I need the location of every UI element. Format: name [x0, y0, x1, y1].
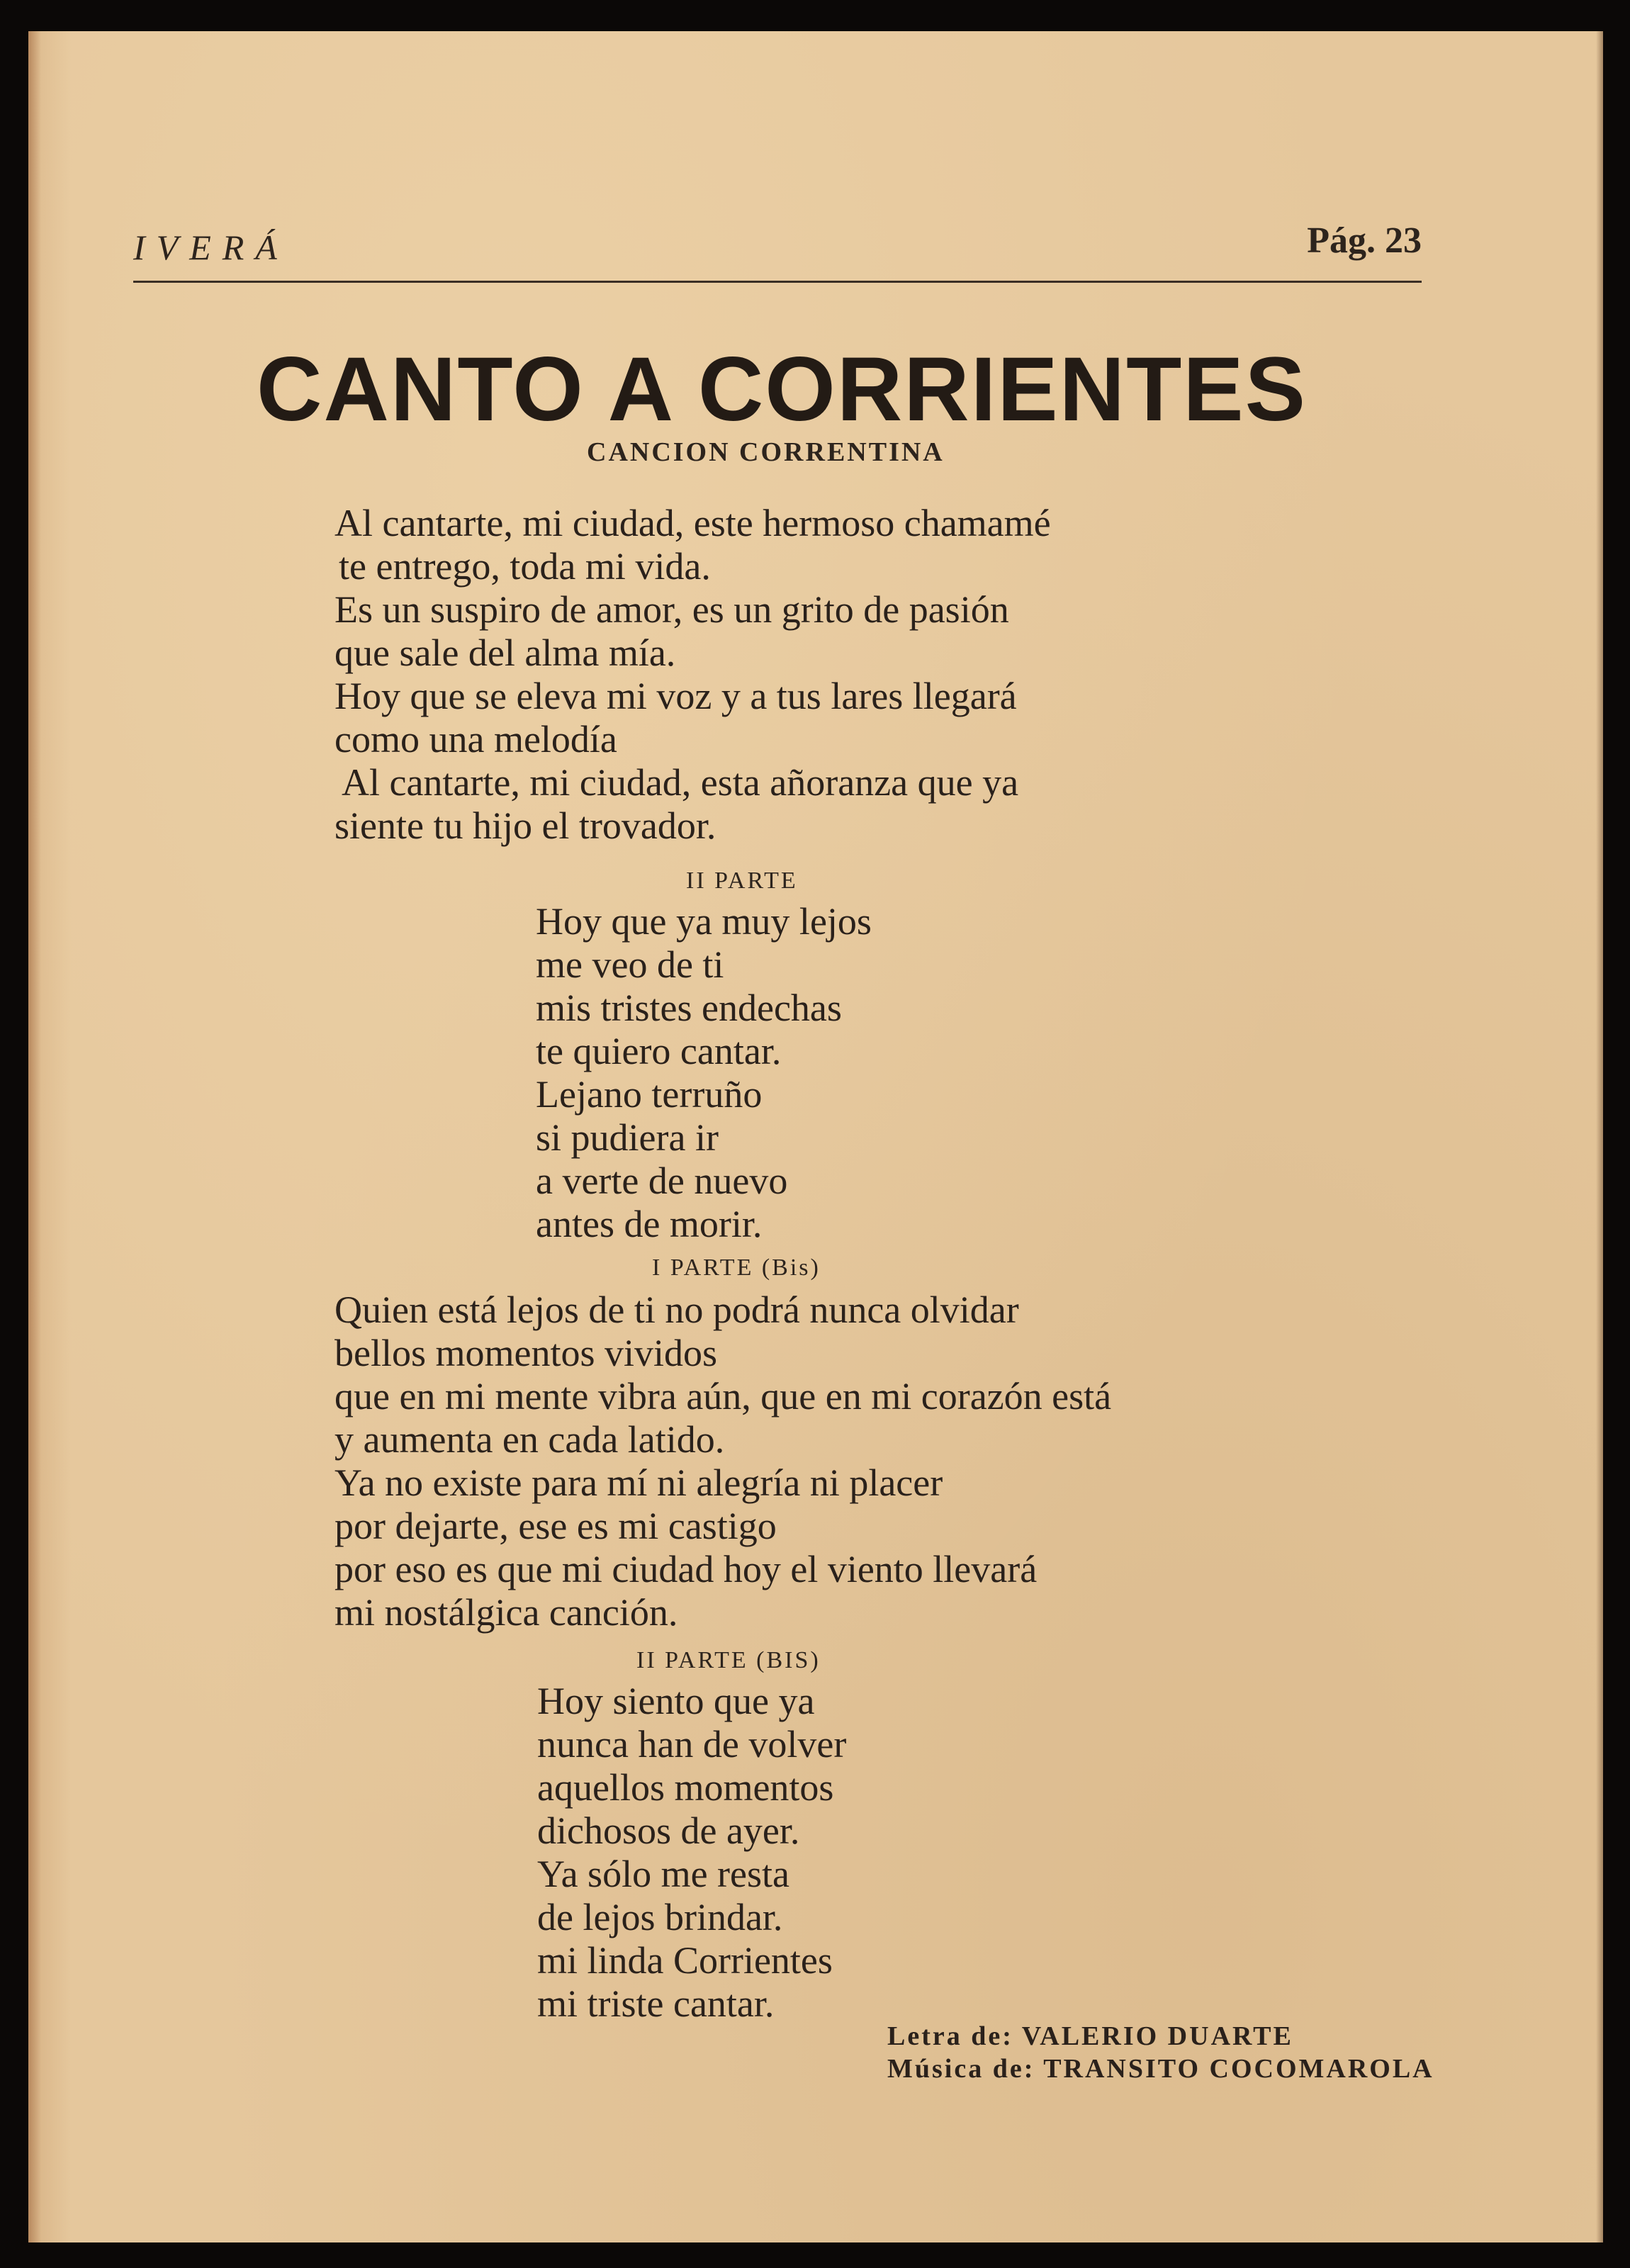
verse-part2-bis	[537, 1680, 846, 2026]
music-author: TRANSITO COCOMAROLA	[1043, 2054, 1434, 2084]
verse-line: que sale del alma mía.	[335, 631, 676, 674]
header-rule	[133, 281, 1422, 283]
verse-line: Lejano terruño	[536, 1073, 763, 1116]
verse-line: que en mi mente vibra aún, que en mi corazón está	[335, 1375, 1112, 1418]
section-heading-part2-bis: II PARTE (BIS)	[636, 1647, 821, 1673]
verse-line: mi triste cantar.	[537, 1982, 775, 2025]
verse-line: mis tristes endechas	[536, 987, 842, 1029]
verse-line: Ya sólo me resta	[537, 1853, 789, 1895]
verse-line: mi nostálgica canción.	[335, 1591, 678, 1634]
verse-line: nunca han de volver	[537, 1723, 847, 1765]
verse-line: mi linda Corrientes	[537, 1939, 833, 1982]
verse-part2	[536, 900, 872, 1246]
verse-line: por eso es que mi ciudad hoy el viento llevará	[335, 1548, 1038, 1590]
verse-line: dichosos de ayer.	[537, 1809, 800, 1852]
binding-gutter	[28, 31, 41, 2242]
page-edge-shadow	[1596, 31, 1603, 2242]
song-credits	[887, 2020, 1434, 2085]
verse-1	[335, 502, 1051, 848]
verse-line: si pudiera ir	[536, 1116, 719, 1159]
verse-line: te quiero cantar.	[536, 1030, 782, 1072]
verse-line: y aumenta en cada latido.	[335, 1418, 725, 1461]
verse-line: Hoy que ya muy lejos	[536, 900, 872, 943]
verse-line: de lejos brindar.	[537, 1896, 783, 1938]
music-label: Música de:	[887, 2054, 1035, 2084]
verse-line: Hoy siento que ya	[537, 1680, 815, 1722]
verse-line: antes de morir.	[536, 1203, 763, 1245]
magazine-page	[28, 31, 1603, 2242]
verse-line: como una melodía	[335, 718, 617, 760]
verse-line: Ya no existe para mí ni alegría ni placer	[335, 1461, 943, 1504]
section-heading-part1-bis: I PARTE (Bis)	[652, 1254, 821, 1281]
page-number: Pág. 23	[1307, 220, 1422, 261]
verse-line: Quien está lejos de ti no podrá nunca olvidar	[335, 1289, 1019, 1331]
verse-line: Es un suspiro de amor, es un grito de pasión	[335, 588, 1009, 631]
verse-line: me veo de ti	[536, 943, 724, 986]
verse-line: bellos momentos vividos	[335, 1332, 717, 1374]
running-title: IVERÁ	[133, 228, 288, 267]
lyrics-label: Letra de:	[887, 2021, 1013, 2051]
verse-line: Al cantarte, mi ciudad, este hermoso chamamé	[335, 502, 1051, 544]
lyrics-credit	[887, 2020, 1434, 2053]
verse-line: por dejarte, ese es mi castigo	[335, 1505, 777, 1547]
music-credit	[887, 2053, 1434, 2085]
verse-line: Al cantarte, mi ciudad, esta añoranza que ya	[342, 761, 1019, 804]
section-heading-part2: II PARTE	[686, 868, 798, 894]
verse-line: Hoy que se eleva mi voz y a tus lares llegará	[335, 675, 1017, 717]
verse-part1-bis	[335, 1289, 1111, 1634]
verse-line: siente tu hijo el trovador.	[335, 804, 716, 847]
lyrics-author: VALERIO DUARTE	[1021, 2021, 1293, 2051]
song-title: CANTO A CORRIENTES	[257, 339, 1307, 440]
song-subtitle: CANCION CORRENTINA	[587, 437, 945, 467]
verse-line: aquellos momentos	[537, 1766, 834, 1809]
verse-line: a verte de nuevo	[536, 1160, 788, 1202]
verse-line: te entrego, toda mi vida.	[339, 545, 711, 588]
